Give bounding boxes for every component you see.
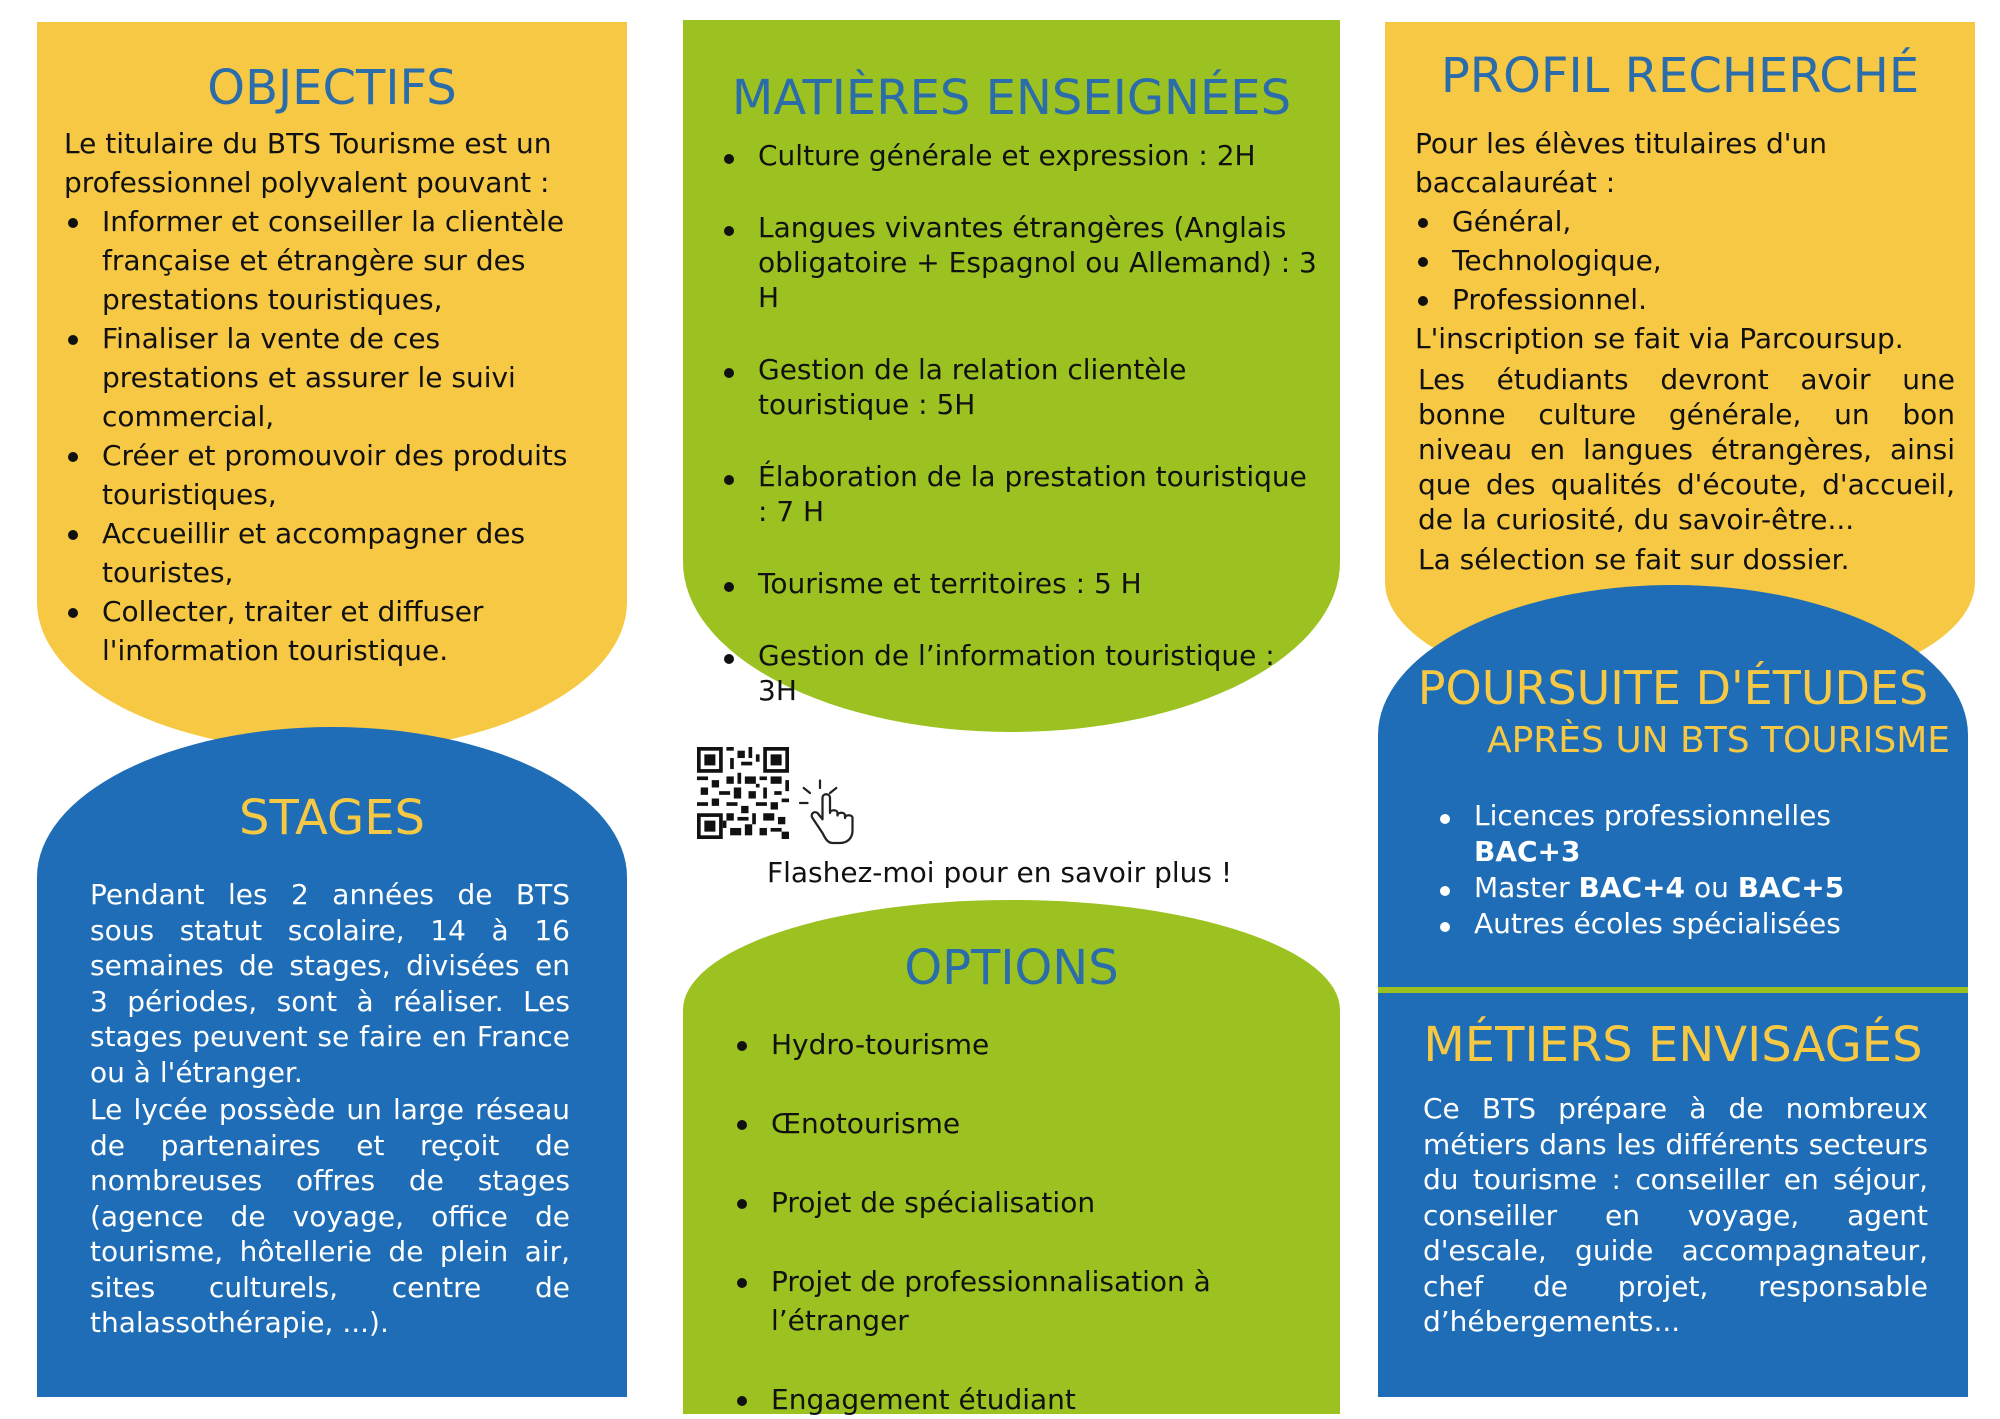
list-item: Gestion de la relation clientèle touristique : 5H [758, 352, 1318, 422]
profil-paragraph: Les étudiants devront avoir une bonne culture générale, un bon niveau en langues étrangères, ainsi que des qualités d'écoute, d'accueil, de la curiosité, du savoir-être... [1418, 363, 1955, 536]
stages-title: STAGES [238, 790, 426, 846]
matieres-title: MATIÈRES ENSEIGNÉES [731, 70, 1292, 126]
objectifs-panel [37, 22, 627, 752]
profil-selection: La sélection se fait sur dossier. [1418, 543, 1850, 576]
list-item: Projet de professionnalisation à l’étranger [771, 1262, 1331, 1340]
list-item [1474, 798, 1944, 870]
list-item: Engagement étudiant [771, 1380, 1331, 1419]
options-list [771, 1025, 1331, 1419]
profil-list [1452, 202, 1932, 319]
list-item: Hydro-tourisme [771, 1025, 1331, 1064]
objectifs-title: OBJECTIFS [207, 60, 457, 116]
list-item: Accueillir et accompagner des touristes, [102, 514, 602, 592]
poursuite-title: POURSUITE D'ÉTUDES [1417, 661, 1929, 715]
list-item: Informer et conseiller la clientèle française et étrangère sur des prestations touristiques, [102, 202, 602, 319]
master-label: Master [1474, 871, 1570, 904]
list-item: Langues vivantes étrangères (Anglais obligatoire + Espagnol ou Allemand) : 3 H [758, 211, 1317, 314]
metiers-paragraph: Ce BTS prépare à de nombreux métiers dans les différents secteurs du tourisme : conseiller en séjour, conseiller en voyage, agent d'escale, guide accompagnateur, chef de projet, responsable d’hébergements... [1423, 1092, 1928, 1338]
list-item: Culture générale et expression : 2H [758, 138, 1318, 173]
profil-inscription: L'inscription se fait via Parcoursup. [1415, 322, 1904, 355]
qr-caption: Flashez-moi pour en savoir plus ! [767, 856, 1233, 889]
options-title: OPTIONS [904, 940, 1119, 996]
list-item: Projet de spécialisation [771, 1183, 1331, 1222]
master-or: ou [1693, 871, 1729, 904]
objectifs-intro: Le titulaire du BTS Tourisme est un professionnel polyvalent pouvant : [64, 127, 552, 199]
tap-hand-icon [795, 773, 870, 848]
matieres-panel [683, 20, 1340, 732]
stages-paragraph-1: Pendant les 2 années de BTS sous statut scolaire, 14 à 16 semaines de stages, divisées en 3 périodes, sont à réaliser. Les stages peuvent se faire en France ou à l'étranger. [90, 878, 570, 1089]
list-item: Élaboration de la prestation touristique : 7 H [758, 459, 1318, 529]
profil-intro: Pour les élèves titulaires d'un baccalauréat : [1415, 127, 1827, 199]
list-item: Gestion de l’information touristique : 3H [758, 638, 1318, 708]
list-item: Général, [1452, 202, 1932, 241]
objectifs-list [102, 202, 602, 670]
list-item: Créer et promouvoir des produits touristiques, [102, 436, 602, 514]
list-item: Autres écoles spécialisées [1474, 906, 1944, 942]
stages-panel [37, 727, 627, 1397]
metiers-title: MÉTIERS ENVISAGÉS [1423, 1017, 1923, 1073]
qr-code-area [683, 745, 1340, 895]
licence-label: Licences professionnelles [1474, 799, 1831, 832]
qr-code-icon[interactable] [697, 747, 789, 839]
list-item: Tourisme et territoires : 5 H [758, 566, 1318, 601]
matieres-list [758, 138, 1318, 708]
master-bac5: BAC+5 [1737, 871, 1845, 904]
list-item: Technologique, [1452, 241, 1932, 280]
master-bac4: BAC+4 [1578, 871, 1686, 904]
list-item [1474, 870, 1944, 906]
poursuite-subtitle: APRÈS UN BTS TOURISME [1486, 720, 1950, 761]
list-item: Œnotourisme [771, 1104, 1331, 1143]
licence-level: BAC+3 [1474, 835, 1581, 868]
metiers-panel [1378, 993, 1968, 1397]
list-item: Collecter, traiter et diffuser l'information touristique. [102, 592, 602, 670]
profil-title: PROFIL RECHERCHÉ [1440, 48, 1920, 104]
stages-paragraph-2: Le lycée possède un large réseau de partenaires et reçoit de nombreuses offres de stages (agence de voyage, office de tourisme, hôtellerie de plein air, sites culturels, centre de thalassothérapie, ...). [90, 1093, 570, 1339]
list-item: Professionnel. [1452, 280, 1932, 319]
poursuite-panel [1378, 585, 1968, 987]
poursuite-list [1474, 798, 1944, 942]
options-panel [683, 900, 1340, 1414]
list-item: Finaliser la vente de ces prestations et assurer le suivi commercial, [102, 319, 602, 436]
